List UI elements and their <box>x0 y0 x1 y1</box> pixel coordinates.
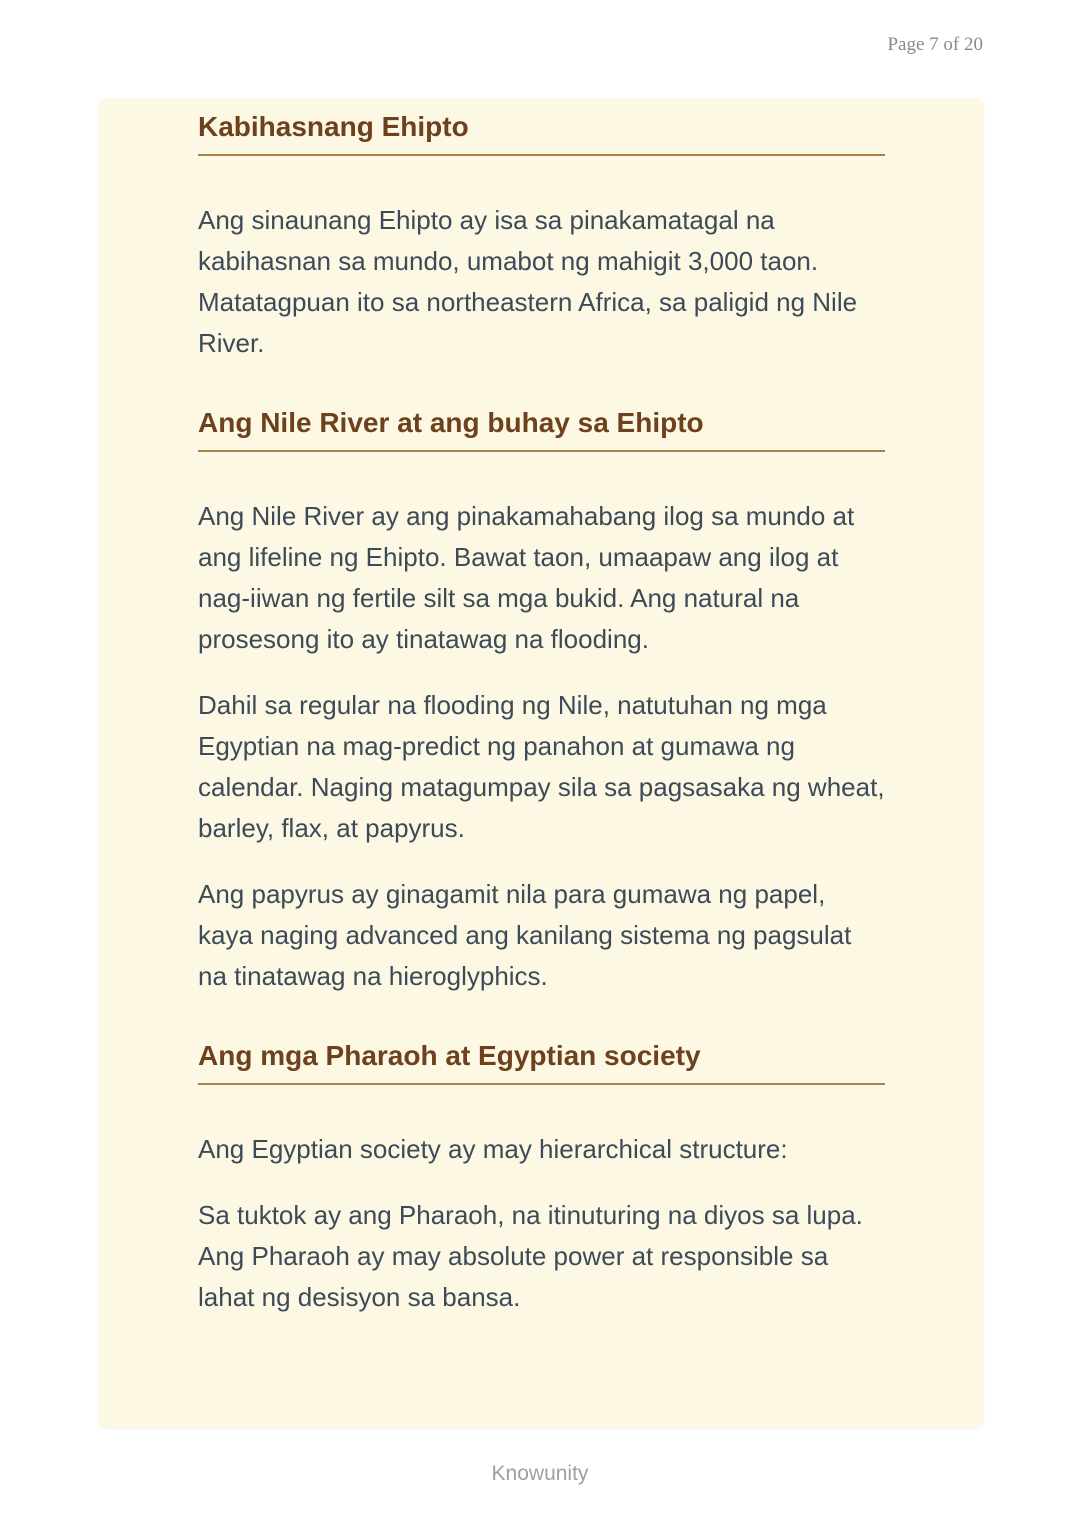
section-heading: Ang mga Pharaoh at Egyptian society <box>198 1040 701 1071</box>
content-card <box>98 98 983 1428</box>
section-rule <box>198 154 885 156</box>
paragraph: Ang Nile River ay ang pinakamahabang ilog sa mundo at ang lifeline ng Ehipto. Bawat taon, umaapaw ang ilog at nag-iiwan ng fertile silt sa mga bukid. Ang natural na prosesong ito ay tinatawag na flooding. <box>198 501 855 654</box>
paragraph: Dahil sa regular na flooding ng Nile, natutuhan ng mga Egyptian na mag-predict ng panahon at gumawa ng calendar. Naging matagumpay sila sa pagsasaka ng wheat, barley, flax, at papyrus. <box>198 690 885 843</box>
paragraph: Sa tuktok ay ang Pharaoh, na itinuturing na diyos sa lupa. Ang Pharaoh ay may absolute power at responsible sa lahat ng desisyon sa bansa. <box>198 1200 863 1312</box>
section-rule <box>198 1083 885 1085</box>
paragraph: Ang Egyptian society ay may hierarchical structure: <box>198 1134 788 1164</box>
page-number: Page 7 of 20 <box>887 34 983 55</box>
paragraph: Ang sinaunang Ehipto ay isa sa pinakamatagal na kabihasnan sa mundo, umabot ng mahigit 3,000 taon. Matatagpuan ito sa northeastern Africa, sa paligid ng Nile River. <box>198 205 858 358</box>
section-heading: Kabihasnang Ehipto <box>198 111 469 142</box>
document-section <box>198 112 885 364</box>
section-heading: Ang Nile River at ang buhay sa Ehipto <box>198 407 704 438</box>
paragraph: Ang papyrus ay ginagamit nila para gumawa ng papel, kaya naging advanced ang kanilang sistema ng pagsulat na tinatawag na hieroglyphics. <box>198 879 852 991</box>
section-rule <box>198 450 885 452</box>
footer-brand: Knowunity <box>491 1462 589 1485</box>
document-section <box>198 408 885 997</box>
document-section <box>198 1041 885 1318</box>
